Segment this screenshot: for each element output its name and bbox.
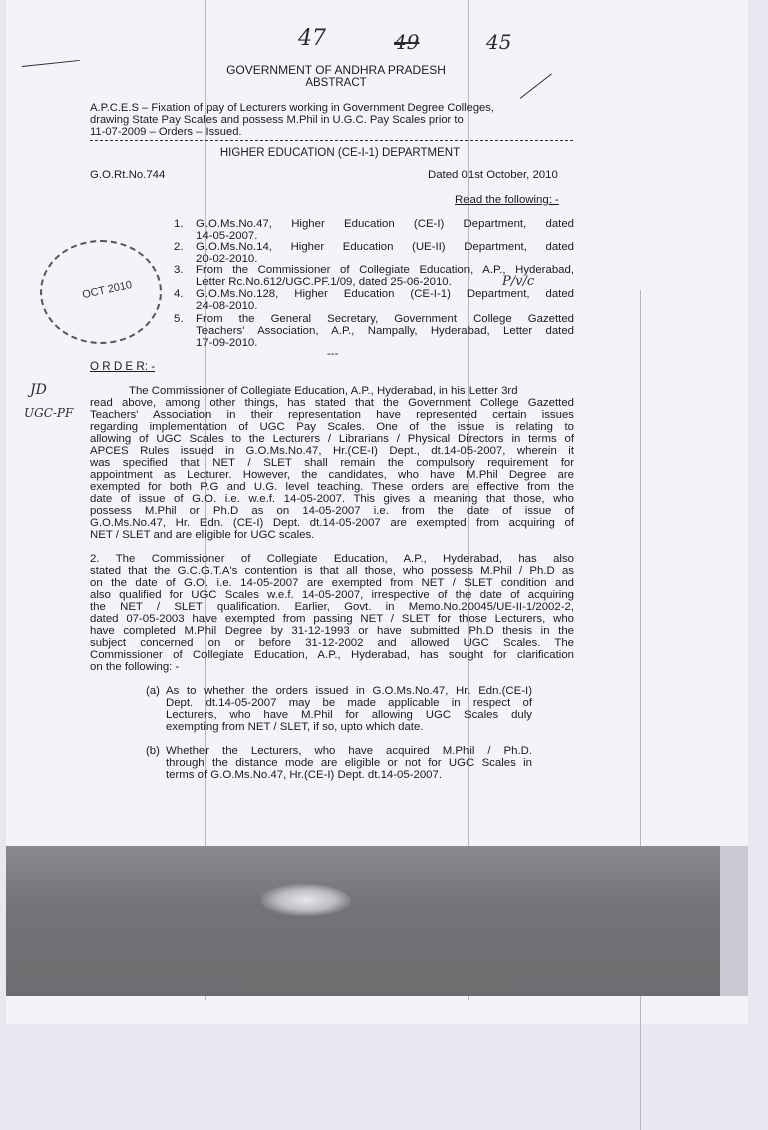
scanner-background bbox=[6, 846, 722, 996]
reference-number: 5. bbox=[174, 313, 184, 325]
read-heading: Read the following: - bbox=[455, 194, 559, 206]
paragraph-line: 2. The Commissioner of Collegiate Education, A.P., Hyderabad, has also bbox=[90, 553, 574, 565]
fold-line bbox=[640, 290, 641, 1130]
subject-line: 11-07-2009 – Orders – Issued. bbox=[90, 126, 242, 138]
paragraph-line: the NET / SLET qualification. Earlier, Govt. in Memo.No.20045/UE-II-1/2002-2, bbox=[90, 601, 574, 613]
reference-line: G.O.Ms.No.14, Higher Education (UE-II) Department, dated bbox=[196, 241, 574, 253]
paragraph-line: G.O.Ms.No.47, Hr. Edn. (CE-I) Dept. dt.14-05-2007 are exempted from acquiring of bbox=[90, 517, 574, 529]
page-edge bbox=[720, 846, 748, 996]
margin-note: JD bbox=[30, 382, 47, 398]
clause-line: Dept. dt.14-05-2007 may be made applicable in respect of bbox=[166, 697, 532, 709]
margin-note: UGC-PF bbox=[24, 406, 74, 420]
paragraph-line: regarding implementation of UGC Pay Scales. One of the issue is relating to bbox=[90, 421, 574, 433]
reference-line: From the General Secretary, Government College Gazetted bbox=[196, 313, 574, 325]
paragraph-line: on the following: - bbox=[90, 661, 180, 673]
clause-line: through the distance mode are eligible or not for UGC Scales in bbox=[166, 757, 532, 769]
paragraph-line: dated 07-05-2003 have exempted from passing NET / SLET for those Lecturers, who bbox=[90, 613, 574, 625]
paragraph-line: subject concerned on or before 31-12-2002 and allowed UGC Scales. The bbox=[90, 637, 574, 649]
glare bbox=[261, 884, 351, 916]
subject-line: drawing State Pay Scales and possess M.Phil in U.G.C. Pay Scales prior to bbox=[90, 114, 464, 126]
reference-line: G.O.Ms.No.128, Higher Education (CE-I-1) Department, dated bbox=[196, 288, 574, 300]
stamp-date: OCT 2010 bbox=[81, 278, 134, 302]
reference-line: 17-09-2010. bbox=[196, 337, 258, 349]
paragraph-line: APCES Rules issued in G.O.Ms.No.47, Hr.(CE-I) Dept., dt.14-05-2007, wherein it bbox=[90, 445, 574, 457]
reference-line: 20-02-2010. bbox=[196, 253, 258, 265]
clause-label: (a) bbox=[146, 685, 160, 697]
clause-line: Whether the Lecturers, who have acquired M.Phil / Ph.D. bbox=[166, 745, 532, 757]
reference-line: 14-05-2007. bbox=[196, 230, 258, 242]
paragraph-line: read above, among other things, has stated that the Government College Gazetted bbox=[90, 397, 574, 409]
reference-number: 1. bbox=[174, 218, 184, 230]
go-number: G.O.Rt.No.744 bbox=[90, 169, 166, 181]
department-heading: HIGHER EDUCATION (CE-I-1) DEPARTMENT bbox=[219, 147, 461, 159]
paragraph-line: was specified that NET / SLET shall remain the compulsory requirement for bbox=[90, 457, 574, 469]
paragraph-line: stated that the G.C.G.T.A's contention is that all those, who possess M.Phil / Ph.D as bbox=[90, 565, 574, 577]
go-date: Dated 01st October, 2010 bbox=[428, 169, 558, 181]
clause-line: Lecturers, who have M.Phil for allowing UGC Scales duly bbox=[166, 709, 532, 721]
reference-number: 4. bbox=[174, 288, 184, 300]
handwritten-number: 47 bbox=[298, 26, 326, 51]
reference-number: 3. bbox=[174, 264, 184, 276]
paragraph-line: have completed M.Phil Degree by 31-12-1993 or have submitted Ph.D thesis in the bbox=[90, 625, 574, 637]
separator-dashes bbox=[90, 140, 573, 141]
paragraph-line: exempted for both P.G and U.G. level teaching. These orders are effective from the bbox=[90, 481, 574, 493]
reference-line: 24-08-2010. bbox=[196, 300, 258, 312]
clause-line: As to whether the orders issued in G.O.Ms.No.47, Hr. Edn.(CE-I) bbox=[166, 685, 532, 697]
handwritten-number: 49 bbox=[394, 30, 420, 54]
clause-line: exempting from NET / SLET, if so, upto which date. bbox=[166, 721, 424, 733]
paragraph-line: Teachers' Association in their representation have represented certain issues bbox=[90, 409, 574, 421]
paragraph-line: also qualified for UGC Scales w.e.f. 14-05-2007, irrespective of the date of acquiring bbox=[90, 589, 574, 601]
clause-line: terms of G.O.Ms.No.47, Hr.(CE-I) Dept. dt.14-05-2007. bbox=[166, 769, 442, 781]
abstract-heading: ABSTRACT bbox=[305, 77, 367, 89]
government-title: GOVERNMENT OF ANDHRA PRADESH bbox=[226, 63, 446, 77]
reference-line: From the Commissioner of Collegiate Education, A.P., Hyderabad, bbox=[196, 264, 574, 276]
subject-line: A.P.C.E.S – Fixation of pay of Lecturers working in Government Degree Colleges, bbox=[90, 102, 494, 114]
handwritten-number: 45 bbox=[486, 30, 512, 54]
handwritten-scrawl: P/v/c bbox=[502, 274, 535, 289]
paragraph-line: Commissioner of Collegiate Education, A.P., Hyderabad, has sought for clarification bbox=[90, 649, 574, 661]
reference-line: G.O.Ms.No.47, Higher Education (CE-I) Department, dated bbox=[196, 218, 574, 230]
paragraph-line: date of issue of G.O. i.e. w.e.f. 14-05-2007. This gives a meaning that those, who bbox=[90, 493, 574, 505]
paragraph-line: NET / SLET and are eligible for UGC scales. bbox=[90, 529, 315, 541]
paragraph-line: possess M.Phil or Ph.D as on 14-05-2007 i.e. from the date of issue of bbox=[90, 505, 574, 517]
clause-label: (b) bbox=[146, 745, 160, 757]
paragraph-line: appointment as Lecturer. However, the candidates, who have M.Phil Degree are bbox=[90, 469, 574, 481]
paragraph-line: The Commissioner of Collegiate Education, A.P., Hyderabad, in his Letter 3rd bbox=[129, 385, 518, 397]
paragraph-line: on the date of G.O. i.e. 14-05-2007 are exempted from NET / SLET condition and bbox=[90, 577, 574, 589]
reference-line: Letter Rc.No.612/UGC.PF.1/09, dated 25-06-2010. bbox=[196, 276, 452, 288]
order-heading: O R D E R: - bbox=[90, 360, 156, 373]
reference-line: Teachers' Association, A.P., Nampally, Hyderabad, Letter dated bbox=[196, 325, 574, 337]
paragraph-line: allowing of UGC Scales to the Lecturers / Librarians / Physical Directors in terms of bbox=[90, 433, 574, 445]
reference-number: 2. bbox=[174, 241, 184, 253]
separator-mark: --- bbox=[327, 348, 339, 360]
